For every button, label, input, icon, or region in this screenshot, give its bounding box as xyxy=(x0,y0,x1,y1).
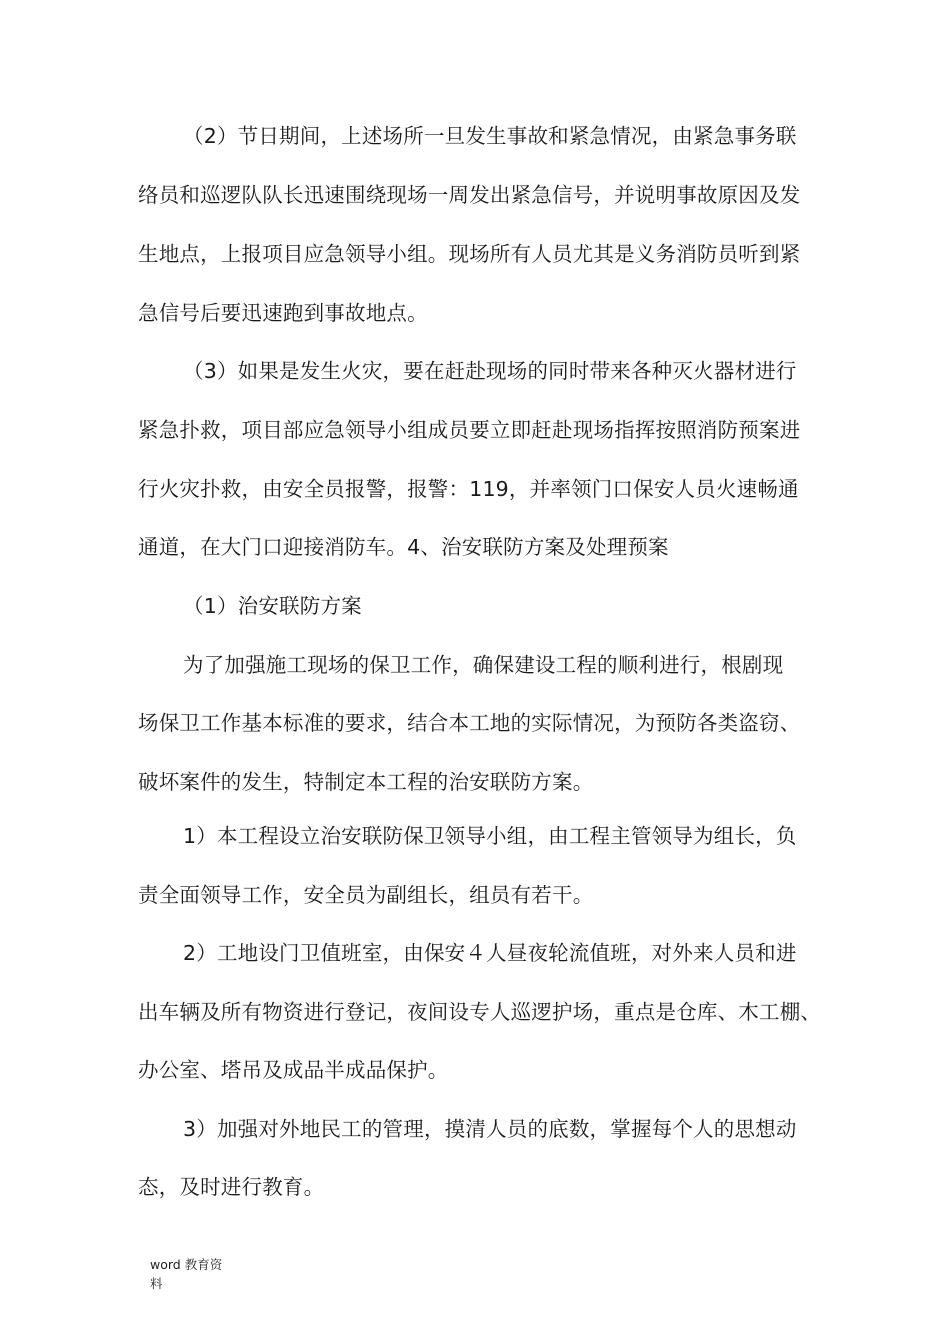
text-line-12: 破坏案件的发生，特制定本工程的治安联防方案。 xyxy=(138,770,594,794)
text-line-2: 络员和巡逻队队长迅速围绕现场一周发出紧急信号，并说明事故原因及发 xyxy=(138,183,801,207)
text-line-17: 办公室、塔吊及成品半成品保护。 xyxy=(138,1058,449,1082)
text-line-16: 出车辆及所有物资进行登记，夜间设专人巡逻护场，重点是仓库、木工棚、 xyxy=(138,1000,822,1024)
text-line-10: 为了加强施工现场的保卫工作，确保建设工程的顺利进行，根剧现 xyxy=(183,653,784,677)
text-line-4: 急信号后要迅速跑到事故地点。 xyxy=(138,301,428,325)
text-line-15: 2）工地设门卫值班室，由保安４人昼夜轮流值班，对外来人员和进 xyxy=(183,941,797,965)
text-line-13: 1）本工程设立治安联防保卫领导小组，由工程主管领导为组长，负 xyxy=(183,824,797,848)
text-line-11: 场保卫工作基本标准的要求，结合本工地的实际情况，为预防各类盗窃、 xyxy=(138,711,801,735)
text-line-8: 通道，在大门口迎接消防车。4、治安联防方案及处理预案 xyxy=(138,535,669,559)
text-line-1: （2）节日期间，上述场所一旦发生事故和紧急情况，由紧急事务联 xyxy=(183,124,797,148)
text-line-3: 生地点，上报项目应急领导小组。现场所有人员尤其是义务消防员听到紧 xyxy=(138,242,801,266)
text-line-7: 行火灾扑救，由安全员报警，报警：119，并率领门口保安人员火速畅通 xyxy=(138,477,799,501)
text-line-19: 态，及时进行教育。 xyxy=(138,1175,325,1199)
text-line-14: 责全面领导工作，安全员为副组长，组员有若干。 xyxy=(138,883,594,907)
text-line-5: （3）如果是发生火灾，要在赶赴现场的同时带来各种灭火器材进行 xyxy=(183,359,797,383)
text-line-6: 紧急扑救，项目部应急领导小组成员要立即赶赴现场指挥按照消防预案进 xyxy=(138,418,801,442)
text-line-18: 3）加强对外地民工的管理，摸清人员的底数，掌握每个人的思想动 xyxy=(183,1117,797,1141)
footer-line-1: word 教育资 xyxy=(150,1257,223,1272)
footer-line-2: 料 xyxy=(150,1276,163,1291)
text-line-9: （1）治安联防方案 xyxy=(183,594,362,618)
